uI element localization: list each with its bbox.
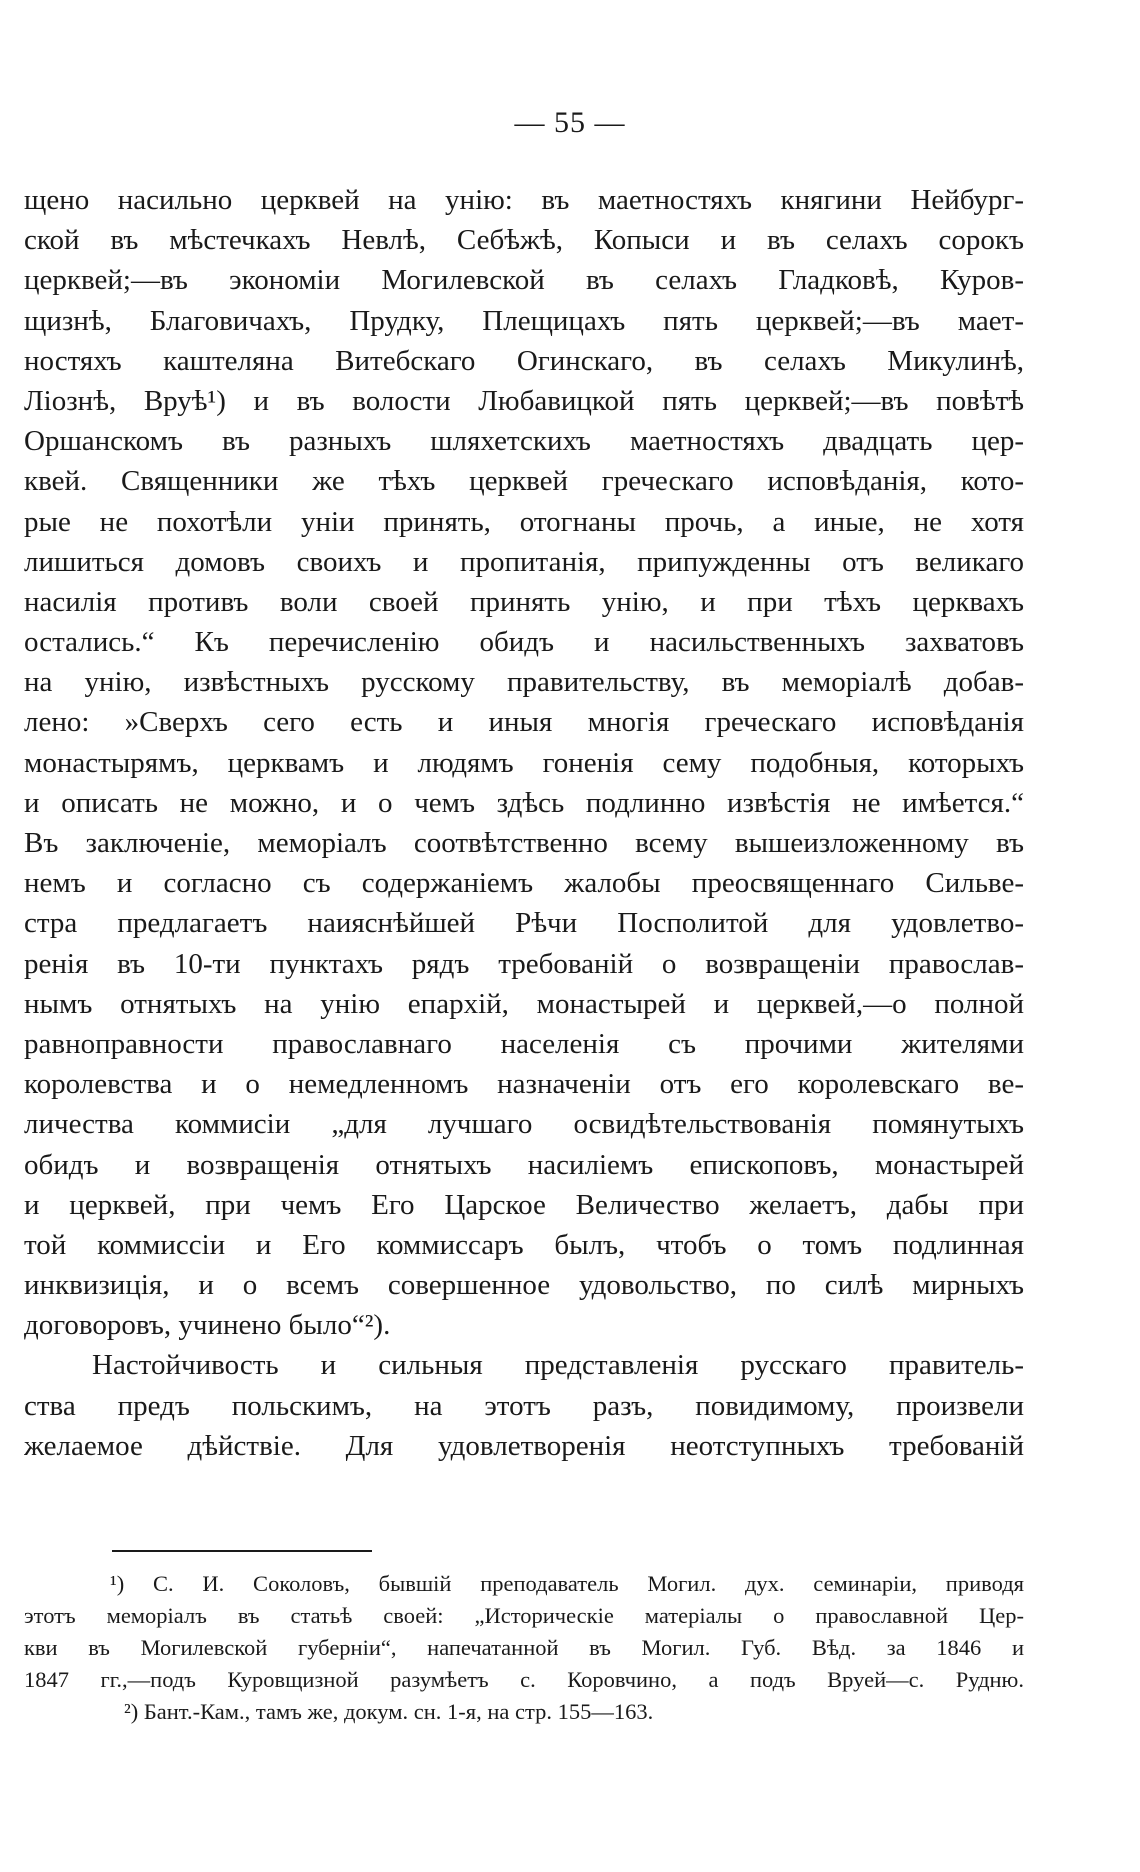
text-line: стра предлагаетъ наияснѣйшей Рѣчи Посполитой для удовлетво- (24, 907, 1024, 940)
text-line: личества коммисіи „для лучшаго освидѣтельствованія помянутыхъ (24, 1108, 1024, 1141)
text-line: церквей;—въ экономіи Могилевской въ селахъ Гладковѣ, Куров- (24, 264, 1024, 297)
text-line: лено: »Сверхъ сего есть и иныя многія греческаго исповѣданія (24, 706, 1024, 739)
main-text (24, 180, 1024, 1466)
text-line: желаемое дѣйствіе. Для удовлетворенія неотступныхъ требованій (24, 1429, 1024, 1462)
text-line: Настойчивость и сильныя представленія русскаго правитель- (92, 1349, 1024, 1382)
text-line: ренія въ 10-ти пунктахъ рядъ требованій о возвращеніи православ- (24, 947, 1024, 980)
text-line: на унію, извѣстныхъ русскому правительству, въ меморіалѣ добав- (24, 666, 1024, 699)
text-line: и церквей, при чемъ Его Царское Величество желаетъ, дабы при (24, 1188, 1024, 1221)
text-line: Оршанскомъ въ разныхъ шляхетскихъ маетностяхъ двадцать цер- (24, 425, 1024, 458)
footnote-line: 1847 гг.,—подъ Куровщизной разумѣетъ с. Коровчино, а подъ Вруей—с. Рудню. (24, 1667, 1024, 1692)
text-line: щизнѣ, Благовичахъ, Прудку, Плещицахъ пять церквей;—въ мает- (24, 304, 1024, 337)
text-line: остались.“ Къ перечисленію обидъ и насильственныхъ захватовъ (24, 626, 1024, 659)
footnote-line: кви въ Могилевской губерніи“, напечатанной въ Могил. Губ. Вѣд. за 1846 и (24, 1635, 1024, 1660)
page-number: — 55 — (514, 106, 626, 139)
text-line: ской въ мѣстечкахъ Невлѣ, Себѣжѣ, Копыси и въ селахъ сорокъ (24, 224, 1024, 257)
text-line: ства предъ польскимъ, на этотъ разъ, повидимому, произвели (24, 1389, 1024, 1422)
text-line: насилія противъ воли своей принять унію, и при тѣхъ церквахъ (24, 585, 1024, 618)
footnote-line: этотъ меморіалъ въ статьѣ своей: „Историческіе матеріалы о православной Цер- (24, 1603, 1024, 1628)
text-line: и описать не можно, и о чемъ здѣсь подлинно извѣстія не имѣется.“ (24, 786, 1024, 819)
text-line: монастырямъ, церквамъ и людямъ гоненія сему подобныя, которыхъ (24, 746, 1024, 779)
text-line: обидъ и возвращенія отнятыхъ насиліемъ епископовъ, монастырей (24, 1148, 1024, 1181)
text-line: квей. Священники же тѣхъ церквей греческаго исповѣданія, кото- (24, 465, 1024, 498)
text-line: рые не похотѣли уніи принять, отогнаны прочь, а иные, не хотя (24, 505, 1024, 538)
text-line: немъ и согласно съ содержаніемъ жалобы преосвященнаго Сильве- (24, 867, 1024, 900)
text-line: инквизиція, и о всемъ совершенное удовольство, по силѣ мирныхъ (24, 1269, 1024, 1302)
footnote-divider (112, 1550, 372, 1552)
text-line: лишиться домовъ своихъ и пропитанія, припужденны отъ великаго (24, 545, 1024, 578)
text-line: договоровъ, учинено было“²). (24, 1309, 391, 1342)
footnotes (24, 1568, 1024, 1728)
text-line: равноправности православнаго населенія съ прочими жителями (24, 1027, 1024, 1060)
text-line: ностяхъ каштеляна Витебскаго Огинскаго, въ селахъ Микулинѣ, (24, 344, 1024, 377)
text-line: той коммиссіи и Его коммиссаръ былъ, чтобъ о томъ подлинная (24, 1228, 1024, 1261)
text-line: Въ заключеніе, меморіалъ соотвѣтственно всему вышеизложенному въ (24, 827, 1024, 859)
text-line: королевства и о немедленномъ назначеніи отъ его королевскаго ве- (24, 1068, 1024, 1101)
text-line: Ліознѣ, Вруѣ¹) и въ волости Любавицкой пять церквей;—въ повѣтѣ (24, 384, 1024, 417)
text-line: щено насильно церквей на унію: въ маетностяхъ княгини Нейбург- (24, 184, 1024, 216)
footnote-line: ¹) С. И. Соколовъ, бывшій преподаватель Могил. дух. семинаріи, приводя (110, 1571, 1024, 1596)
footnote-line: ²) Бант.-Кам., тамъ же, докум. сн. 1-я, на стр. 155—163. (124, 1699, 654, 1724)
text-line: нымъ отнятыхъ на унію епархій, монастырей и церквей,—о полной (24, 987, 1024, 1020)
